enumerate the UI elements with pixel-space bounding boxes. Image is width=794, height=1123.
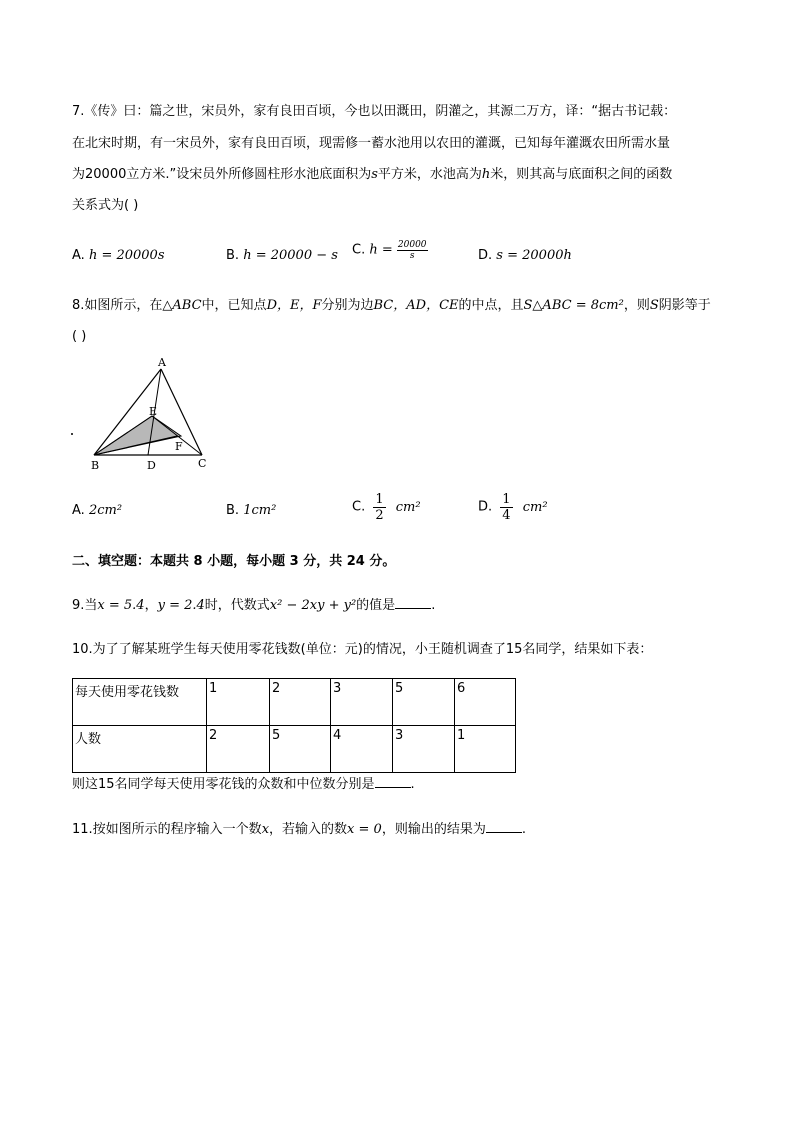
q7-option-a[interactable]	[72, 247, 165, 265]
q8-label-e: E	[149, 405, 158, 418]
q7-option-c-lhs: h =	[369, 242, 393, 258]
q10-question-text: 则这15名同学每天使用零花钱的众数和中位数分别是	[72, 777, 375, 792]
q7-line-4: 关系式为( )	[72, 198, 139, 213]
q7-line-1: 7.《传》曰：篇之世，宋员外，家有良田百顷，今也以田溉田，阴灌之，其源二万方，译：“据古书记载：	[72, 104, 677, 119]
q7-option-b-label: B.	[226, 248, 240, 263]
q8-option-b-label: B.	[226, 503, 240, 518]
q11-x-zero: x = 0	[347, 822, 382, 837]
q9-y-value: y = 2.4	[157, 598, 205, 613]
q11-text-c: ，则输出的结果为	[381, 822, 486, 837]
q8-segments: BC，AD，CE	[373, 298, 459, 313]
q8-text-f: 阴影等于	[658, 298, 711, 313]
q8-label-a: A	[158, 356, 166, 369]
table-cell: 6	[455, 679, 516, 726]
q10-answer-blank[interactable]	[375, 775, 411, 788]
q7-option-b-expr: h = 20000 − s	[243, 248, 338, 263]
q9-text-c: 时，代数式	[204, 598, 270, 613]
q8-label-c: C	[198, 457, 207, 470]
q8-stray-dot	[71, 433, 73, 435]
q8-option-d[interactable]	[478, 492, 548, 523]
q8-option-c[interactable]	[352, 492, 421, 523]
q11-line	[72, 820, 526, 839]
table-cell: 2	[207, 726, 270, 773]
q8-text-d: 的中点，且	[458, 298, 524, 313]
q11-var-x: x	[261, 822, 270, 837]
q7-option-a-expr: h = 20000s	[88, 248, 165, 263]
q7-line-3-text-b: 平方米，水池高为	[377, 167, 482, 182]
q9-text-e: .	[431, 598, 436, 613]
table-cell: 3	[331, 679, 393, 726]
table-cell: 每天使用零花钱数	[73, 679, 207, 726]
q8-label-f: F	[175, 440, 183, 453]
q9-answer-blank[interactable]	[395, 596, 431, 609]
table-cell: 4	[331, 726, 393, 773]
q8-option-d-label: D.	[478, 499, 493, 515]
q9-text-d: 的值是	[356, 598, 396, 613]
q11-text-a: 11.按如图所示的程序输入一个数	[72, 822, 262, 837]
q10-text-end: .	[410, 777, 415, 792]
q8-option-a-value: 2cm²	[88, 503, 123, 518]
q8-option-b-value: 1cm²	[243, 503, 277, 518]
q8-option-b[interactable]	[226, 502, 276, 520]
q8-option-d-fraction	[500, 492, 512, 523]
q8-label-d: D	[147, 459, 156, 472]
q8-text-b: 中，已知点	[201, 298, 267, 313]
q10-line-1: 10.为了了解某班学生每天使用零花钱数(单位：元)的情况，小王随机调查了15名同学，结果如下表：	[72, 642, 653, 657]
q8-triangle: △ABC	[162, 298, 202, 313]
q9-text-b: ，	[144, 598, 158, 613]
q7-option-d-expr: s = 20000h	[496, 248, 572, 263]
table-cell: 3	[393, 726, 455, 773]
q7-option-d-label: D.	[478, 248, 493, 263]
q8-option-c-numerator: 1	[375, 492, 384, 507]
q8-area: S△ABC = 8cm²	[523, 298, 624, 313]
q8-option-a[interactable]	[72, 502, 122, 520]
table-cell: 5	[270, 726, 331, 773]
q8-line-2: ( )	[72, 329, 87, 344]
q10-data-table	[72, 678, 516, 773]
table-cell: 1	[207, 679, 270, 726]
table-cell: 5	[393, 679, 455, 726]
table-row	[73, 679, 516, 726]
q8-text-a: 8.如图所示，在	[72, 298, 163, 313]
section-2-heading: 二、填空题：本题共 8 小题，每小题 3 分，共 24 分。	[72, 554, 396, 569]
q7-option-c-fraction	[397, 240, 428, 261]
q11-text-b: ，若输入的数	[269, 822, 348, 837]
q7-option-d[interactable]	[478, 247, 572, 265]
q8-option-c-fraction	[373, 492, 385, 523]
table-row	[73, 726, 516, 773]
q7-option-c-denominator: s	[409, 251, 415, 261]
q7-var-h: h	[481, 167, 491, 182]
q7-line-3	[72, 166, 672, 184]
q8-line-1	[72, 297, 711, 315]
q8-var-s: S	[649, 298, 659, 313]
q8-option-c-denominator: 2	[375, 508, 384, 523]
q8-option-c-unit: cm²	[395, 499, 421, 515]
q8-option-a-label: A.	[72, 503, 85, 518]
q11-answer-blank[interactable]	[486, 820, 522, 833]
q8-option-d-denominator: 4	[502, 508, 511, 523]
q8-text-e: ，则	[623, 298, 650, 313]
q11-text-d: .	[521, 822, 526, 837]
q9-expression: x² − 2xy + y²	[269, 598, 357, 613]
q8-shaded-region	[94, 416, 181, 455]
q8-option-d-unit: cm²	[522, 499, 548, 515]
table-cell: 2	[270, 679, 331, 726]
q9-x-value: x = 5.4	[97, 598, 145, 613]
q8-text-c: 分别为边	[321, 298, 374, 313]
q8-points: D，E，F	[266, 298, 322, 313]
table-cell: 人数	[73, 726, 207, 773]
q8-label-b: B	[91, 459, 100, 472]
q7-line-2: 在北宋时期，有一宋员外，家有良田百顷，现需修一蓄水池用以农田的灌溉，已知每年灌溉农田所需水量	[72, 136, 671, 151]
table-cell: 1	[455, 726, 516, 773]
q7-option-c-label: C.	[352, 242, 366, 258]
q7-option-b[interactable]	[226, 247, 338, 265]
q7-option-a-label: A.	[72, 248, 85, 263]
q7-option-c-numerator: 20000	[397, 240, 427, 250]
q8-option-c-label: C.	[352, 499, 366, 515]
q7-line-3-text-a: 为20000立方米.”设宋员外所修圆柱形水池底面积为	[72, 167, 372, 182]
q9-line	[72, 596, 435, 615]
q10-line-2	[72, 775, 415, 794]
q7-line-3-text-c: 米，则其高与底面积之间的函数	[490, 167, 673, 182]
q9-text-a: 9.当	[72, 598, 98, 613]
q7-var-s: s	[371, 167, 378, 182]
q7-option-c[interactable]	[352, 240, 428, 261]
q8-option-d-numerator: 1	[502, 492, 511, 507]
q8-triangle-figure	[66, 352, 226, 476]
